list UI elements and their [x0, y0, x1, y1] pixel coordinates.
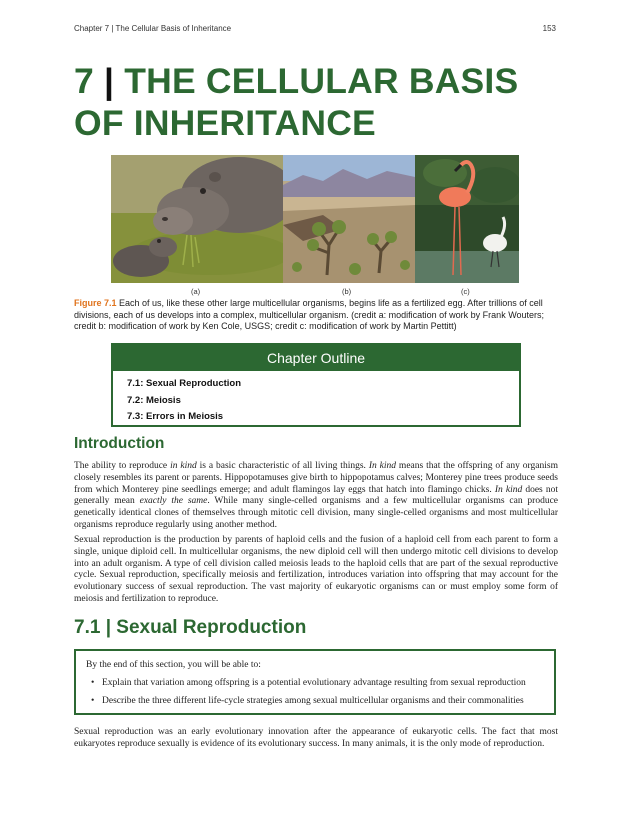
panel-label-c: (c) — [461, 287, 470, 296]
figure-panel-labels — [111, 287, 519, 297]
chapter-title — [74, 60, 564, 144]
chapter-label: Chapter 7 | The Cellular Basis of Inheritance — [74, 24, 232, 33]
emphasis: In kind — [368, 461, 397, 471]
page-number: 153 — [542, 24, 556, 33]
flamingo-photo — [415, 155, 519, 283]
text-run: means that the offspring of any organism closely resembles its parent or parents. Hippopotamuses give birth to hippopotamus calves; Monterey pine trees produce seeds from which Monterey pine seedlings emerge; and adult flamingos lay eggs that hatch into flamingo chicks. — [74, 461, 558, 495]
objective-item — [86, 695, 544, 707]
outline-item-7-2[interactable]: 7.2: Meiosis — [127, 394, 181, 406]
chapter-outline — [111, 343, 521, 427]
objective-item — [86, 677, 544, 689]
figure-caption-text: Each of us, like these other large multicellular organisms, begins life as a fertilized egg. After trillions of cell divisions, each of us develops into a complex, multicellular organism. (credit a: modification of work by Frank Wouters; credit b: modification of work by Ken Cole, USGS; credit c: modification of work by Martin Pettitt) — [74, 298, 545, 331]
introduction-paragraph-2: Sexual reproduction is the production by parents of haploid cells and the fusion of a haploid cell from each parent to form a single, unique diploid cell. In multicellular organisms, the new diploid cell will then undergo mitotic cell divisions to develop into an adult organism. A type of cell division called meiosis leads to the haploid cells that are part of the sexual reproductive cycle. Sexual reproduction, specifically meiosis and fertilization, introduces variation into offspring that may account for the evolutionary success of sexual reproduction. The vast majority of eukaryotic organisms can or must employ some form of meiosis and fertilization to reproduce. — [74, 535, 558, 604]
panel-label-b: (b) — [342, 287, 352, 296]
title-separator: | — [104, 61, 115, 101]
outline-item-7-1[interactable]: 7.1: Sexual Reproduction — [127, 378, 242, 389]
text-run: The ability to reproduce — [74, 461, 171, 471]
objectives-intro: By the end of this section, you will be able to: — [86, 660, 261, 670]
objective-text: Describe the three different life-cycle strategies among sexual multicellular organisms and their commonalities — [102, 696, 524, 706]
section-paragraph-1: Sexual reproduction was an early evolutionary innovation after the appearance of eukaryotic cells. The fact that most eukaryotes reproduce sexually is evidence of its evolutionary success. In many animals, it is the only mode of reproduction. — [74, 727, 558, 749]
running-header — [74, 24, 556, 36]
hippopotamus-photo — [111, 155, 283, 283]
bullet-icon: • — [91, 696, 95, 706]
emphasis: in kind — [170, 461, 197, 471]
section-heading: 7.1 | Sexual Reproduction — [74, 617, 307, 638]
chapter-outline-title: Chapter Outline — [113, 345, 519, 371]
learning-objectives-box — [74, 649, 556, 715]
introduction-heading: Introduction — [74, 435, 165, 452]
emphasis: In kind — [494, 484, 523, 495]
panel-label-a: (a) — [191, 287, 201, 296]
chapter-outline-list — [113, 371, 519, 426]
chapter-title-line1: THE CELLULAR BASIS — [124, 61, 519, 101]
chapter-title-line2: OF INHERITANCE — [74, 103, 376, 143]
text-run: . While many single-celled organisms and a few multicellular organisms can produce genetically identical clones of themselves through mitotic cell division, many single-celled organisms and most multicellular organisms reproduce regularly using another method. — [74, 496, 559, 530]
figure-caption-label: Figure 7.1 — [74, 298, 117, 308]
figure-caption — [74, 298, 558, 333]
emphasis: exactly the same — [139, 496, 208, 507]
introduction-paragraph-1 — [74, 461, 558, 532]
bullet-icon: • — [91, 678, 95, 688]
text-run: is a basic characteristic of all living things. — [196, 461, 369, 471]
joshua-tree-desert-photo — [283, 155, 415, 283]
text-run: does not generally mean — [74, 484, 558, 507]
outline-item-7-3[interactable]: 7.3: Errors in Meiosis — [127, 411, 224, 422]
chapter-number: 7 — [74, 61, 94, 101]
objective-text: Explain that variation among offspring is a potential evolutionary advantage resulting from sexual reproduction — [102, 678, 526, 688]
chapter-figure — [111, 155, 519, 283]
objectives-list — [86, 677, 544, 707]
